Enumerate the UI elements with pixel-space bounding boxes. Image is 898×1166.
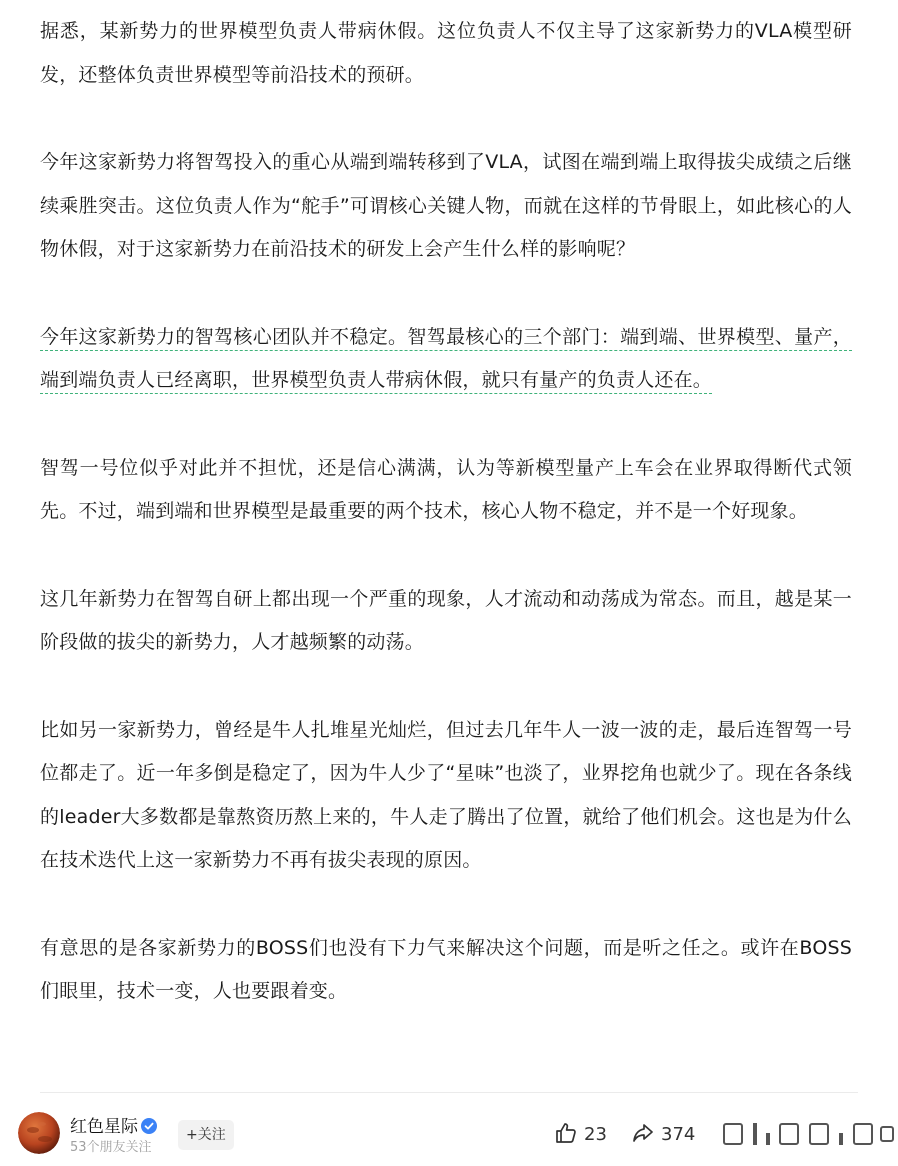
paragraph-7: 有意思的是各家新势力的BOSS们也没有下力气来解决这个问题，而是听之任之。或许在BOSS们眼里，技术一变，人也要跟着变。 bbox=[40, 936, 852, 1002]
highlighted-annotation[interactable]: 今年这家新势力的智驾核心团队并不稳定。智驾最核心的三个部门：端到端、世界模型、量产，端到端负责人已经离职，世界模型负责人带病休假，就只有量产的负责人还在。 bbox=[40, 326, 852, 395]
like-button[interactable] bbox=[554, 1120, 607, 1150]
author-footer bbox=[18, 1110, 898, 1160]
paragraph-5: 这几年新势力在智驾自研上都出现一个严重的现象，人才流动和动荡成为常态。而且，越是某一阶段做的拔尖的新势力，人才越频繁的动荡。 bbox=[40, 587, 852, 653]
box-icon[interactable] bbox=[809, 1123, 829, 1145]
follow-button[interactable]: +关注 bbox=[178, 1120, 234, 1150]
verified-badge-icon bbox=[141, 1118, 157, 1134]
friends-following-text: 53个朋友关注 bbox=[70, 1140, 152, 1155]
more-icon[interactable] bbox=[880, 1126, 894, 1142]
footer-divider bbox=[40, 1092, 858, 1093]
like-count: 23 bbox=[584, 1124, 607, 1145]
bar-short-icon[interactable] bbox=[766, 1133, 770, 1145]
thumbs-up-icon bbox=[554, 1121, 578, 1145]
paragraph-2: 今年这家新势力将智驾投入的重心从端到端转移到了VLA，试图在端到端上取得拔尖成绩之后继续乘胜突击。这位负责人作为“舵手”可谓核心关键人物，而就在这样的节骨眼上，如此核心的人物休假，对于这家新势力在前沿技术的研发上会产生什么样的影响呢？ bbox=[40, 151, 852, 260]
share-count: 374 bbox=[661, 1124, 696, 1145]
paragraph-6: 比如另一家新势力，曾经是牛人扎堆星光灿烂，但过去几年牛人一波一波的走，最后连智驾一号位都走了。近一年多倒是稳定了，因为牛人少了“星味”也淡了，业界挖角也就少了。现在各条线的leader大多数都是靠熬资历熬上来的，牛人走了腾出了位置，就给了他们机会。这也是为什么在技术迭代上这一家新势力不再有拔尖表现的原因。 bbox=[40, 718, 852, 871]
author-name-text[interactable]: 红色星际 bbox=[70, 1117, 138, 1137]
author-name[interactable] bbox=[70, 1112, 157, 1137]
mars-planet-icon bbox=[18, 1112, 60, 1154]
avatar[interactable] bbox=[18, 1112, 60, 1154]
box-icon[interactable] bbox=[853, 1123, 873, 1145]
paragraph-1: 据悉，某新势力的世界模型负责人带病休假。这位负责人不仅主导了这家新势力的VLA模型研发，还整体负责世界模型等前沿技术的预研。 bbox=[40, 20, 852, 86]
paragraph-3[interactable] bbox=[40, 316, 852, 403]
toolbar-icon-group bbox=[723, 1123, 878, 1145]
share-arrow-icon bbox=[631, 1121, 655, 1145]
bar-icon[interactable] bbox=[753, 1123, 757, 1145]
paragraph-4: 智驾一号位似乎对此并不担忧，还是信心满满，认为等新模型量产上车会在业界取得断代式领先。不过，端到端和世界模型是最重要的两个技术，核心人物不稳定，并不是一个好现象。 bbox=[40, 456, 852, 522]
share-button[interactable] bbox=[631, 1120, 695, 1150]
box-icon[interactable] bbox=[779, 1123, 799, 1145]
article-body bbox=[40, 10, 852, 1058]
box-icon[interactable] bbox=[723, 1123, 743, 1145]
bar-short-icon[interactable] bbox=[839, 1133, 843, 1145]
